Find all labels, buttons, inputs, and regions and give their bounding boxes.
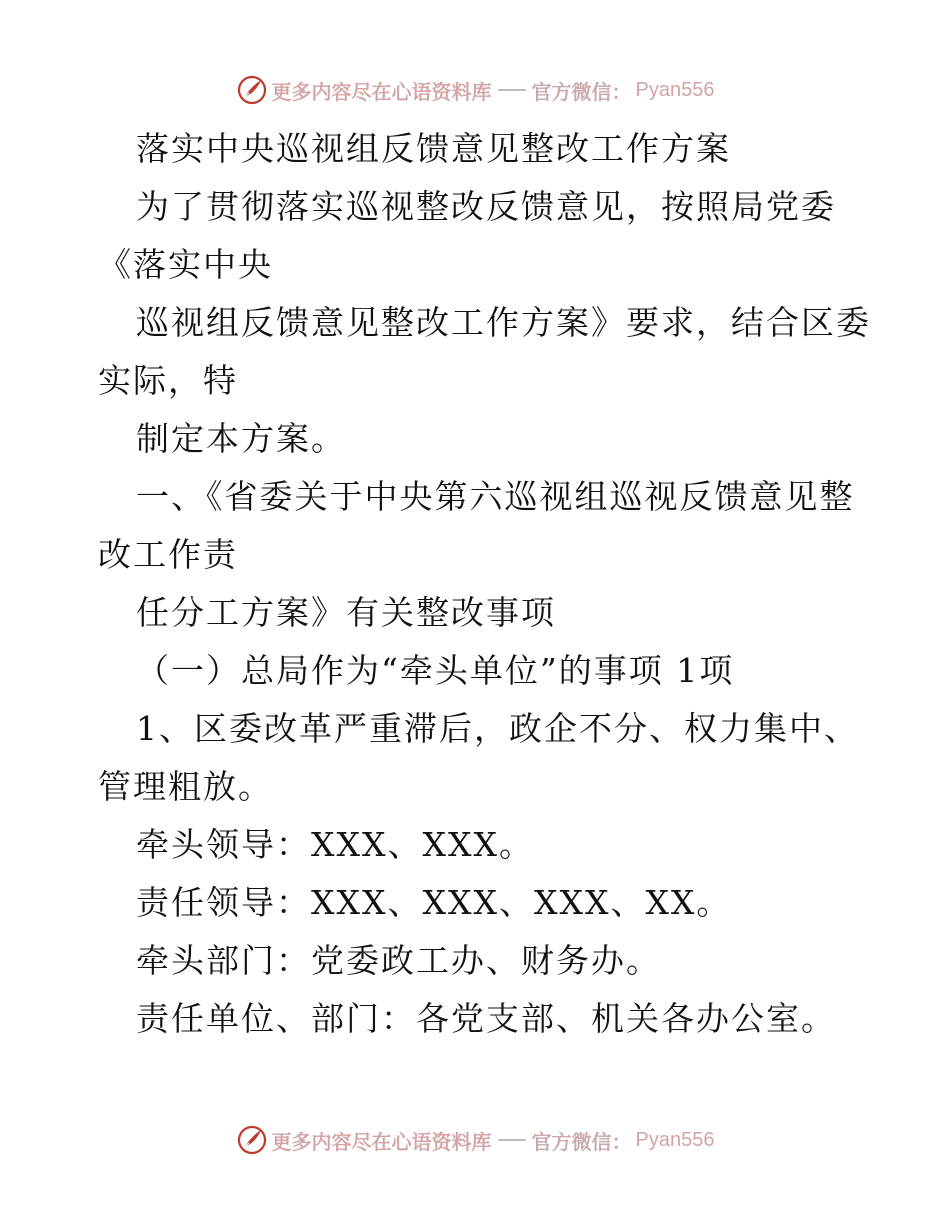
paragraph-line: 为了贯彻落实巡视整改反馈意见，按照局党委 — [136, 187, 836, 226]
lead-department-line: 牵头部门：党委政工办、财务办。 — [136, 941, 661, 980]
watermark-dash — [498, 1139, 526, 1141]
watermark-label: 官方微信： — [531, 79, 632, 104]
footer-watermark — [0, 1120, 950, 1160]
section-heading-line: 一、《省委关于中央第六巡视组巡视反馈意见整 — [136, 477, 855, 516]
responsible-leader-line: 责任领导：XXX、XXX、XXX、XX。 — [136, 883, 732, 922]
section-heading-line: 任分工方案》有关整改事项 — [136, 593, 556, 632]
quill-pen-logo-icon — [236, 74, 268, 106]
paragraph-line: 《落实中央 — [98, 245, 273, 284]
responsible-unit-line: 责任单位、部门：各党支部、机关各办公室。 — [136, 999, 836, 1038]
watermark-id: Pyan556 — [635, 78, 715, 101]
subsection-heading: （一）总局作为“牵头单位”的事项 1项 — [136, 651, 735, 690]
watermark-label: 官方微信： — [531, 1129, 632, 1154]
document-body — [98, 120, 871, 1048]
item-line: 管理粗放。 — [98, 767, 273, 806]
watermark-id: Pyan556 — [635, 1128, 715, 1151]
watermark-site-text: 更多内容尽在心语资料库 — [271, 1129, 492, 1154]
document-title: 落实中央巡视组反馈意见整改工作方案 — [136, 129, 731, 168]
paragraph-line: 制定本方案。 — [136, 419, 346, 458]
item-line: 1、区委改革严重滞后，政企不分、权力集中、 — [136, 709, 859, 748]
paragraph-line: 实际，特 — [98, 361, 238, 400]
header-watermark — [0, 70, 950, 110]
watermark-site-text: 更多内容尽在心语资料库 — [271, 79, 492, 104]
section-heading-line: 改工作责 — [98, 535, 238, 574]
quill-pen-logo-icon — [236, 1124, 268, 1156]
lead-leader-line: 牵头领导：XXX、XXX。 — [136, 825, 534, 864]
watermark-dash — [498, 89, 526, 91]
paragraph-line: 巡视组反馈意见整改工作方案》要求，结合区委 — [136, 303, 871, 342]
